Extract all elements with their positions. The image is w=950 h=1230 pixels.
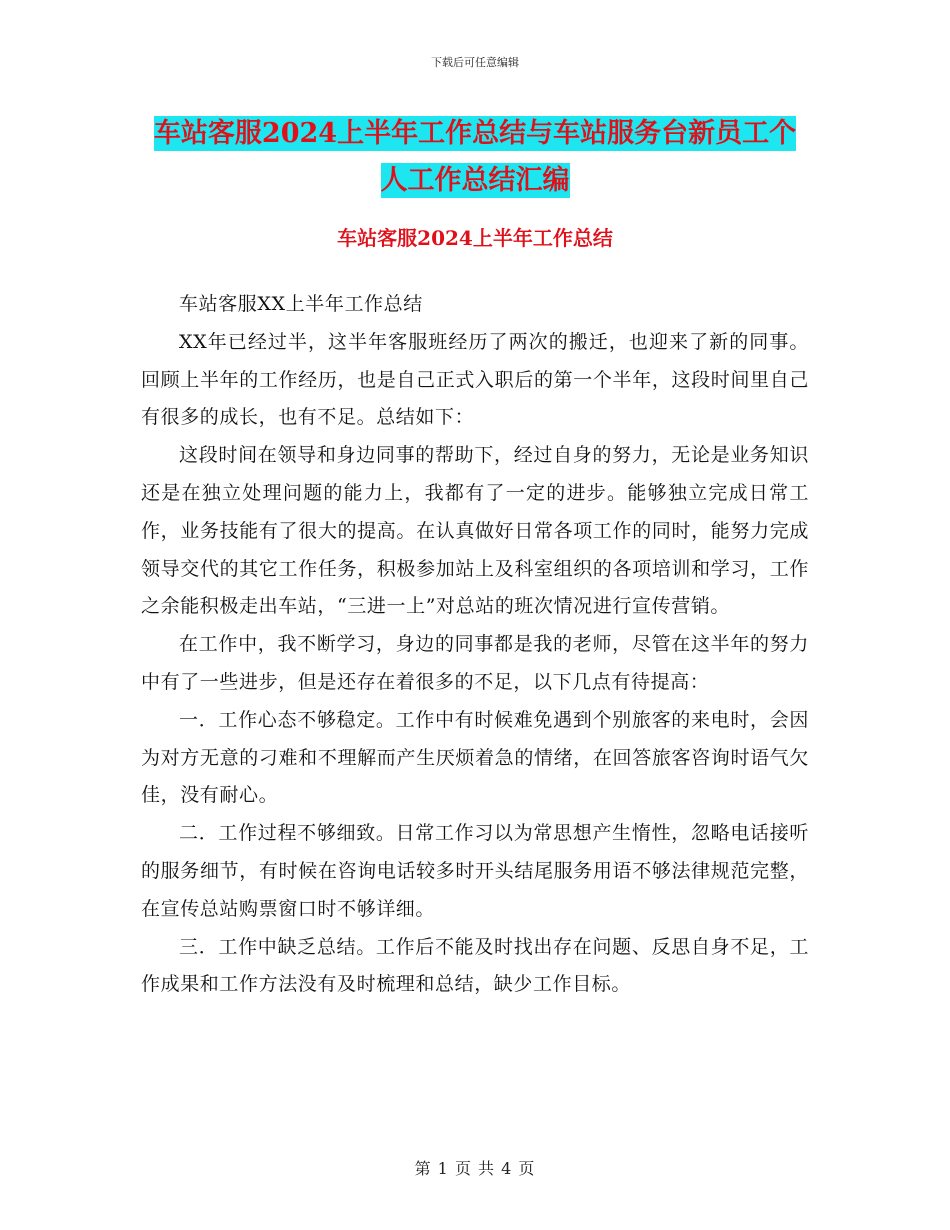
paragraph-item-3: 三．工作中缺乏总结。工作后不能及时找出存在问题、反思自身不足，工作成果和工作方法没有及时梳理和总结，缺少工作目标。 — [141, 935, 809, 996]
paragraph: 在工作中，我不断学习，身边的同事都是我的老师，尽管在这半年的努力中有了一些进步，但是还存在着很多的不足，以下几点有待提高： — [141, 633, 809, 693]
paragraph-item-2: 二．工作过程不够细致。日常工作习以为常思想产生惰性，忽略电话接听的服务细节，有时候在咨询电话较多时开头结尾服务用语不够法律规范完整，在宣传总站购票窗口时不够详细。 — [141, 822, 809, 920]
document-body — [141, 286, 809, 1004]
page-number-footer: 第 1 页 共 4 页 — [414, 1159, 536, 1178]
page-header-note: 下载后可任意编辑 — [431, 56, 519, 69]
document-title-line1: 车站客服2024上半年工作总结与车站服务台新员工个 — [153, 118, 797, 149]
section-title: 车站客服2024上半年工作总结 — [337, 226, 613, 250]
paragraph: 这段时间在领导和身边同事的帮助下，经过自身的努力，无论是业务知识还是在独立处理问题的能力上，我都有了一定的进步。能够独立完成日常工作，业务技能有了很大的提高。在认真做好日常各项工作的同时，能努力完成领导交代的其它工作任务，积极参加站上及科室组织的各项培训和学习，工作之余能积极走出车站，“三进一上”对总站的班次情况进行宣传营销。 — [141, 444, 809, 618]
paragraph-subtitle: 车站客服XX上半年工作总结 — [179, 293, 423, 315]
paragraph-item-1: 一．工作心态不够稳定。工作中有时候难免遇到个别旅客的来电时，会因为对方无意的刁难和不理解而产生厌烦着急的情绪，在回答旅客咨询时语气欠佳，没有耐心。 — [141, 708, 809, 807]
document-title — [0, 110, 950, 204]
document-title-line2: 人工作总结汇编 — [380, 165, 570, 196]
paragraph: XX年已经过半，这半年客服班经历了两次的搬迁，也迎来了新的同事。回顾上半年的工作经历，也是自己正式入职后的第一个半年，这段时间里自己有很多的成长，也有不足。总结如下： — [141, 330, 809, 429]
